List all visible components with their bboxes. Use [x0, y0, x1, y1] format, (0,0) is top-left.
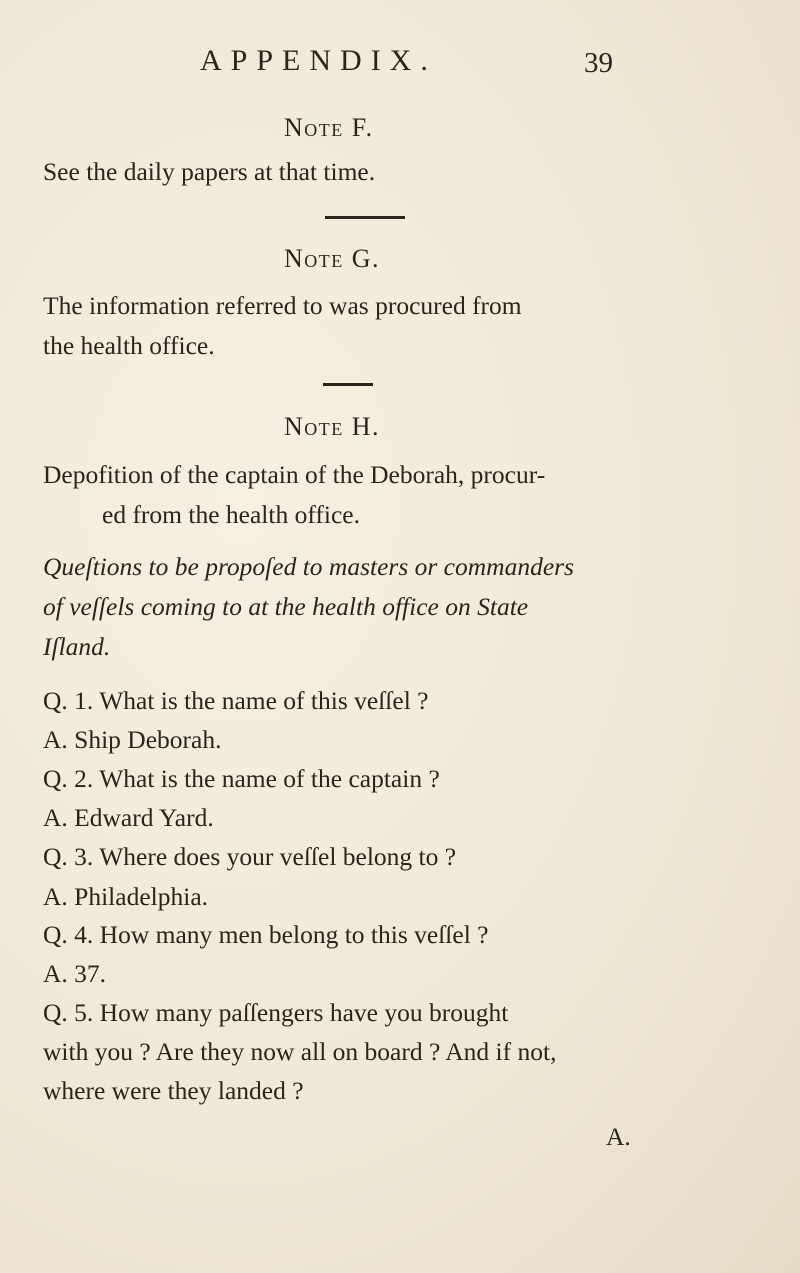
- qa-line: A. Philadelphia.: [43, 882, 209, 911]
- qa-line: Q. 4. How many men belong to this veſſel ?: [43, 920, 489, 949]
- qa-line: A. 37.: [43, 959, 107, 988]
- qa-line: Q. 5. How many paſſengers have you brought: [43, 998, 509, 1027]
- page-number: 39: [584, 47, 613, 79]
- note-f-text: See the daily papers at that time.: [43, 157, 376, 186]
- section-divider: [325, 216, 405, 219]
- questions-title-line-2: of veſſels coming to at the health office on State: [43, 592, 529, 621]
- qa-line: A. Edward Yard.: [43, 803, 214, 832]
- catchword: A.: [606, 1122, 631, 1151]
- qa-line: where were they landed ?: [43, 1076, 304, 1105]
- questions-title-line-1: Queſtions to be propoſed to masters or commanders: [43, 552, 574, 581]
- note-h-heading: Note H.: [284, 412, 381, 441]
- note-f-heading: Note F.: [284, 113, 374, 142]
- questions-title-line-3: Iſland.: [43, 632, 111, 661]
- running-head: APPENDIX.: [200, 44, 437, 77]
- note-h-line-1: Depofition of the captain of the Deborah, procur-: [43, 460, 546, 489]
- note-g-heading: Note G.: [284, 244, 381, 273]
- qa-line: with you ? Are they now all on board ? And if not,: [43, 1037, 557, 1066]
- qa-line: Q. 3. Where does your veſſel belong to ?: [43, 842, 457, 871]
- note-g-line-1: The information referred to was procured from: [43, 291, 522, 320]
- note-h-line-2: ed from the health office.: [102, 500, 360, 529]
- qa-line: Q. 2. What is the name of the captain ?: [43, 764, 440, 793]
- qa-line: Q. 1. What is the name of this veſſel ?: [43, 686, 429, 715]
- note-g-line-2: the health office.: [43, 331, 215, 360]
- qa-line: A. Ship Deborah.: [43, 725, 222, 754]
- section-divider: [323, 383, 373, 386]
